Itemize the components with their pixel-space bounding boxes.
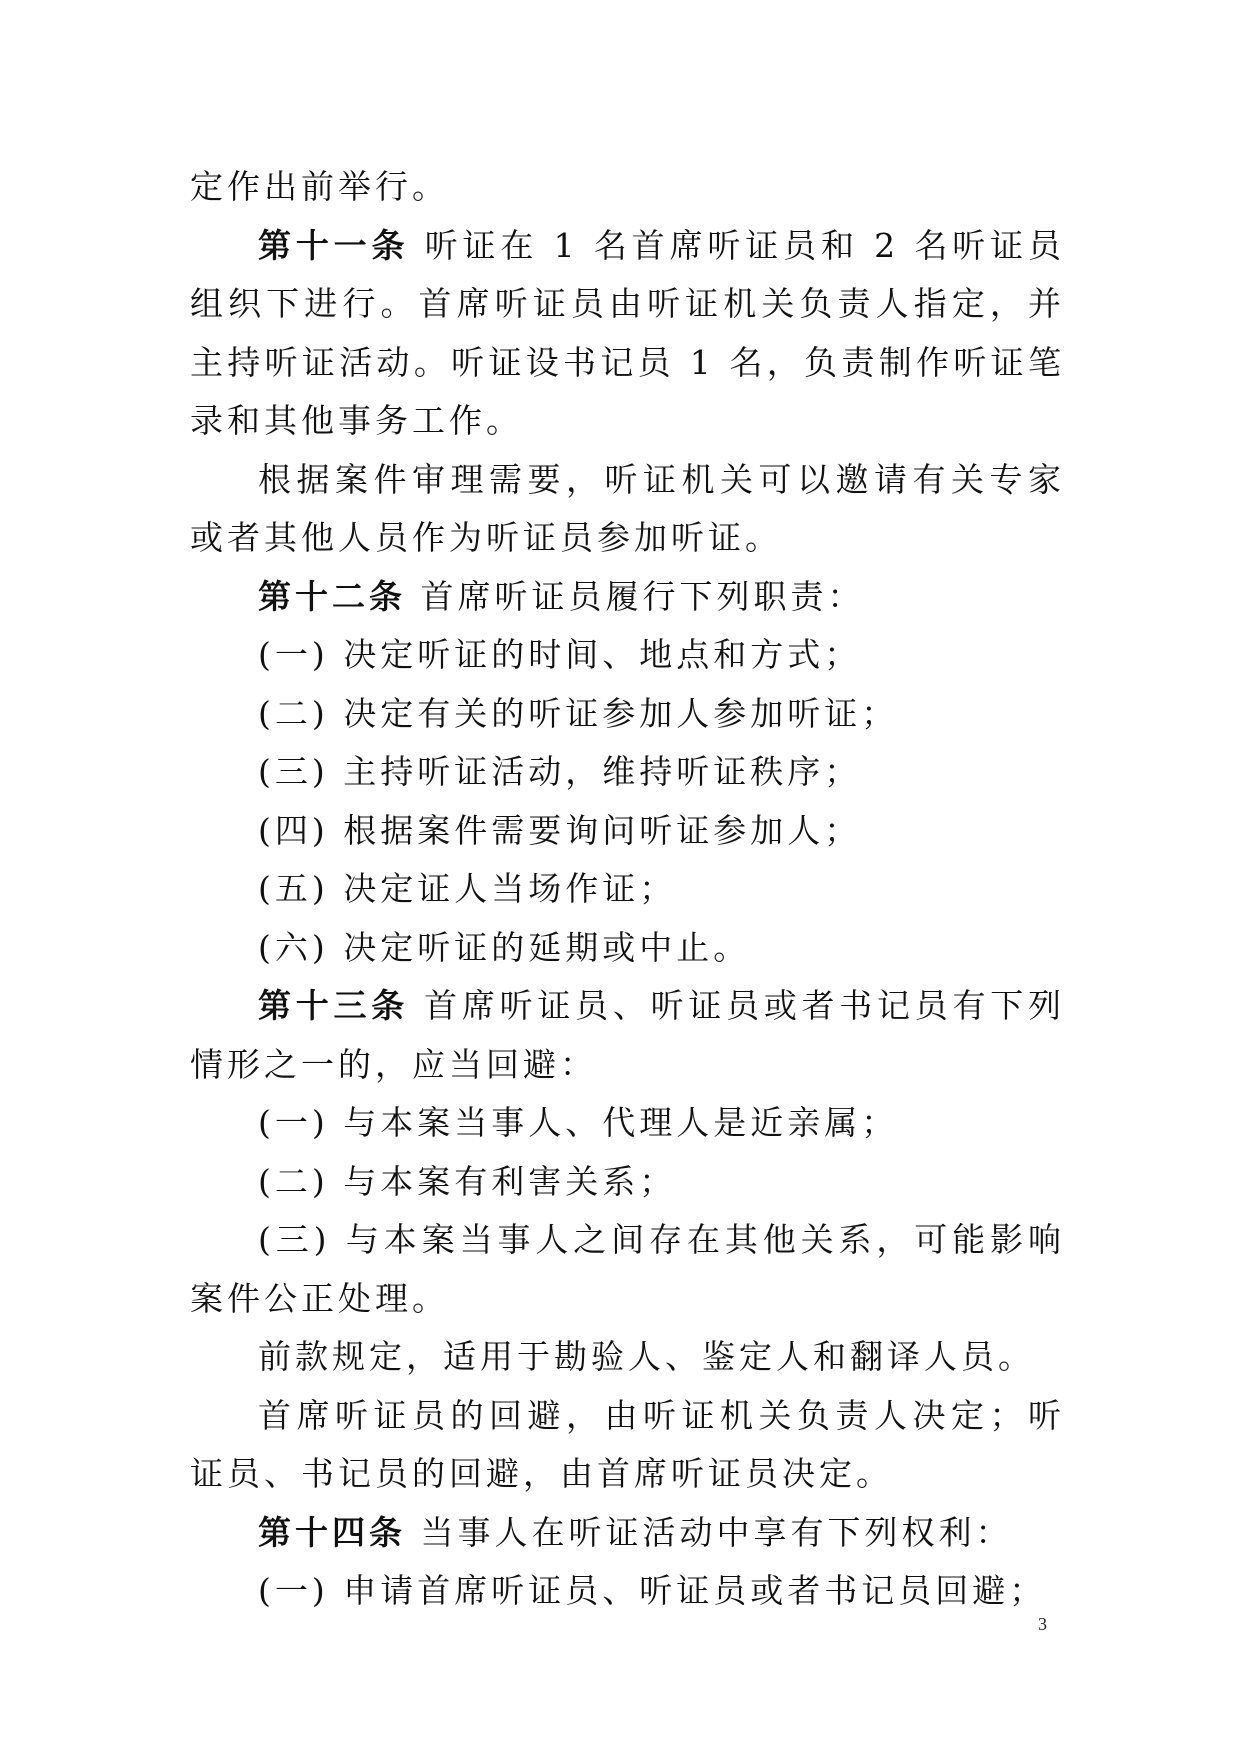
paragraph	[190, 1153, 1065, 1212]
paragraph	[190, 451, 1065, 568]
paragraph-text: (一) 决定听证的时间、地点和方式；	[258, 635, 862, 674]
paragraph-text: (三) 主持听证活动，维持听证秩序；	[258, 752, 862, 791]
paragraph-text: 首席听证员履行下列职责：	[406, 576, 865, 616]
page-number: 3	[1038, 1614, 1047, 1634]
paragraph-text: (一) 与本案当事人、代理人是近亲属；	[258, 1103, 899, 1142]
paragraph	[190, 919, 1065, 978]
article-title: 第十四条	[258, 1512, 406, 1552]
paragraph-text: 根据案件审理需要，听证机关可以邀请有关专家或者其他人员作为听证员参加听证。	[190, 459, 1065, 557]
article-paragraph	[190, 1504, 1065, 1563]
paragraph-text: 前款规定，适用于勘验人、鉴定人和翻译人员。	[258, 1337, 1035, 1376]
paragraph-text: (二) 决定有关的听证参加人参加听证；	[258, 693, 899, 733]
paragraph-text: 首席听证员的回避，由听证机关负责人决定；听证员、书记员的回避，由首席听证员决定。	[190, 1395, 1065, 1493]
article-paragraph	[190, 568, 1065, 627]
paragraph	[190, 860, 1065, 919]
article-paragraph	[190, 977, 1065, 1094]
paragraph-text: 听证在 1 名首席听证员和 2 名听证员组织下进行。首席听证员由听证机关负责人指定，并主持听证活动。听证设书记员 1 名，负责制作听证笔录和其他事务工作。	[190, 225, 1065, 440]
paragraph	[190, 1387, 1065, 1504]
paragraph-text: 定作出前举行。	[190, 167, 449, 206]
paragraph	[190, 1562, 1065, 1621]
paragraph-text: (六) 决定听证的延期或中止。	[258, 927, 751, 967]
paragraph	[190, 626, 1065, 685]
article-title: 第十三条	[258, 986, 409, 1025]
paragraph-text: (四) 根据案件需要询问听证参加人；	[258, 810, 862, 850]
paragraph-text: (二) 与本案有利害关系；	[258, 1161, 677, 1201]
paragraph	[190, 1328, 1065, 1387]
paragraph	[190, 1211, 1065, 1328]
paragraph	[190, 158, 1065, 217]
document-body	[190, 158, 1065, 1621]
article-title: 第十二条	[258, 576, 406, 616]
paragraph	[190, 802, 1065, 861]
paragraph	[190, 1094, 1065, 1153]
article-title: 第十一条	[258, 225, 410, 265]
paragraph-text: (三) 与本案当事人之间存在其他关系，可能影响案件公正处理。	[190, 1220, 1065, 1318]
paragraph-text: (五) 决定证人当场作证；	[258, 869, 677, 908]
paragraph	[190, 685, 1065, 744]
paragraph	[190, 743, 1065, 802]
article-paragraph	[190, 217, 1065, 451]
paragraph-text: 当事人在听证活动中享有下列权利：	[406, 1512, 1013, 1552]
paragraph-text: 首席听证员、听证员或者书记员有下列情形之一的，应当回避：	[190, 986, 1065, 1084]
paragraph-text: (一) 申请首席听证员、听证员或者书记员回避；	[258, 1571, 1047, 1610]
